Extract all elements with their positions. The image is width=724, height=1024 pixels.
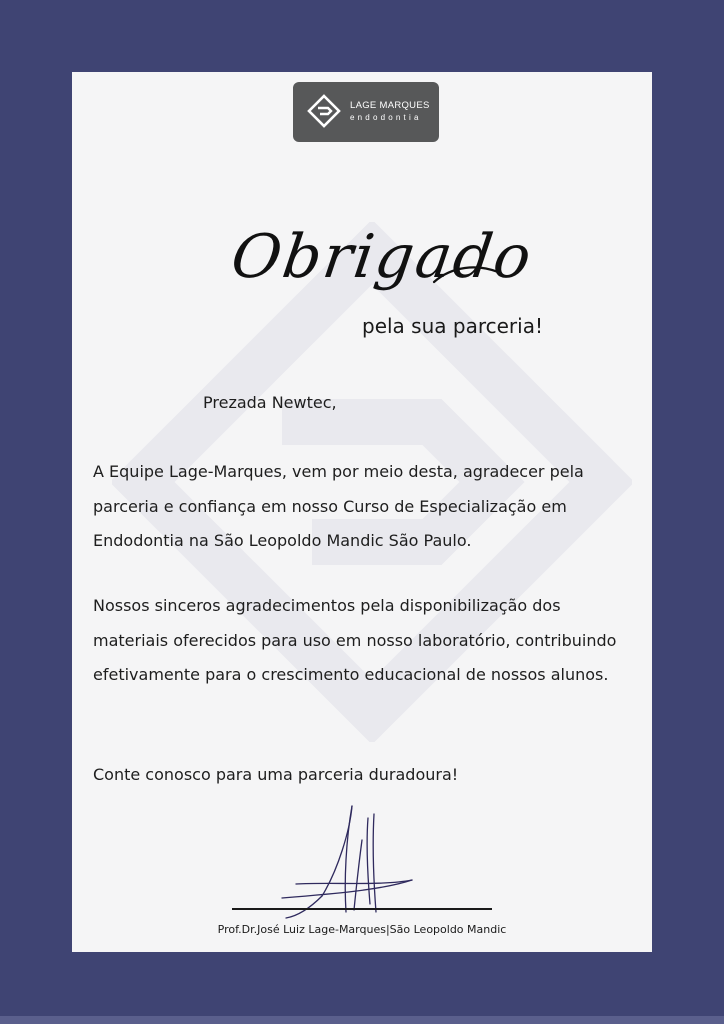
handwritten-signature	[262, 800, 432, 920]
company-logo	[293, 82, 439, 142]
logo-subtitle: endodontia	[350, 113, 422, 122]
bottom-strip	[0, 1016, 724, 1024]
letter-greeting: Prezada Newtec,	[203, 393, 337, 412]
signature-line	[232, 908, 492, 910]
letter-paragraph-2: Nossos sinceros agradecimentos pela disponibilização dos materiais oferecidos para uso em nosso laboratório, contribuindo efetivamente para o crescimento educacional de nossos alunos.	[93, 596, 617, 684]
letter-heading: Obrigado	[227, 222, 538, 292]
letter-subheading: pela sua parceria!	[362, 314, 543, 338]
signature-caption: Prof.Dr.José Luiz Lage-Marques|São Leopoldo Mandic	[217, 923, 507, 936]
heading-flourish	[432, 262, 502, 288]
letter-paragraph-1: A Equipe Lage-Marques, vem por meio desta, agradecer pela parceria e confiança em nosso Curso de Especialização em Endodontia na São Leopoldo Mandic São Paulo.	[93, 462, 584, 550]
letter-closing: Conte conosco para uma parceria duradoura!	[93, 765, 459, 784]
logo-name: LAGE MARQUES	[350, 100, 430, 111]
letter-page	[72, 72, 652, 952]
logo-diamond-icon	[307, 94, 341, 128]
